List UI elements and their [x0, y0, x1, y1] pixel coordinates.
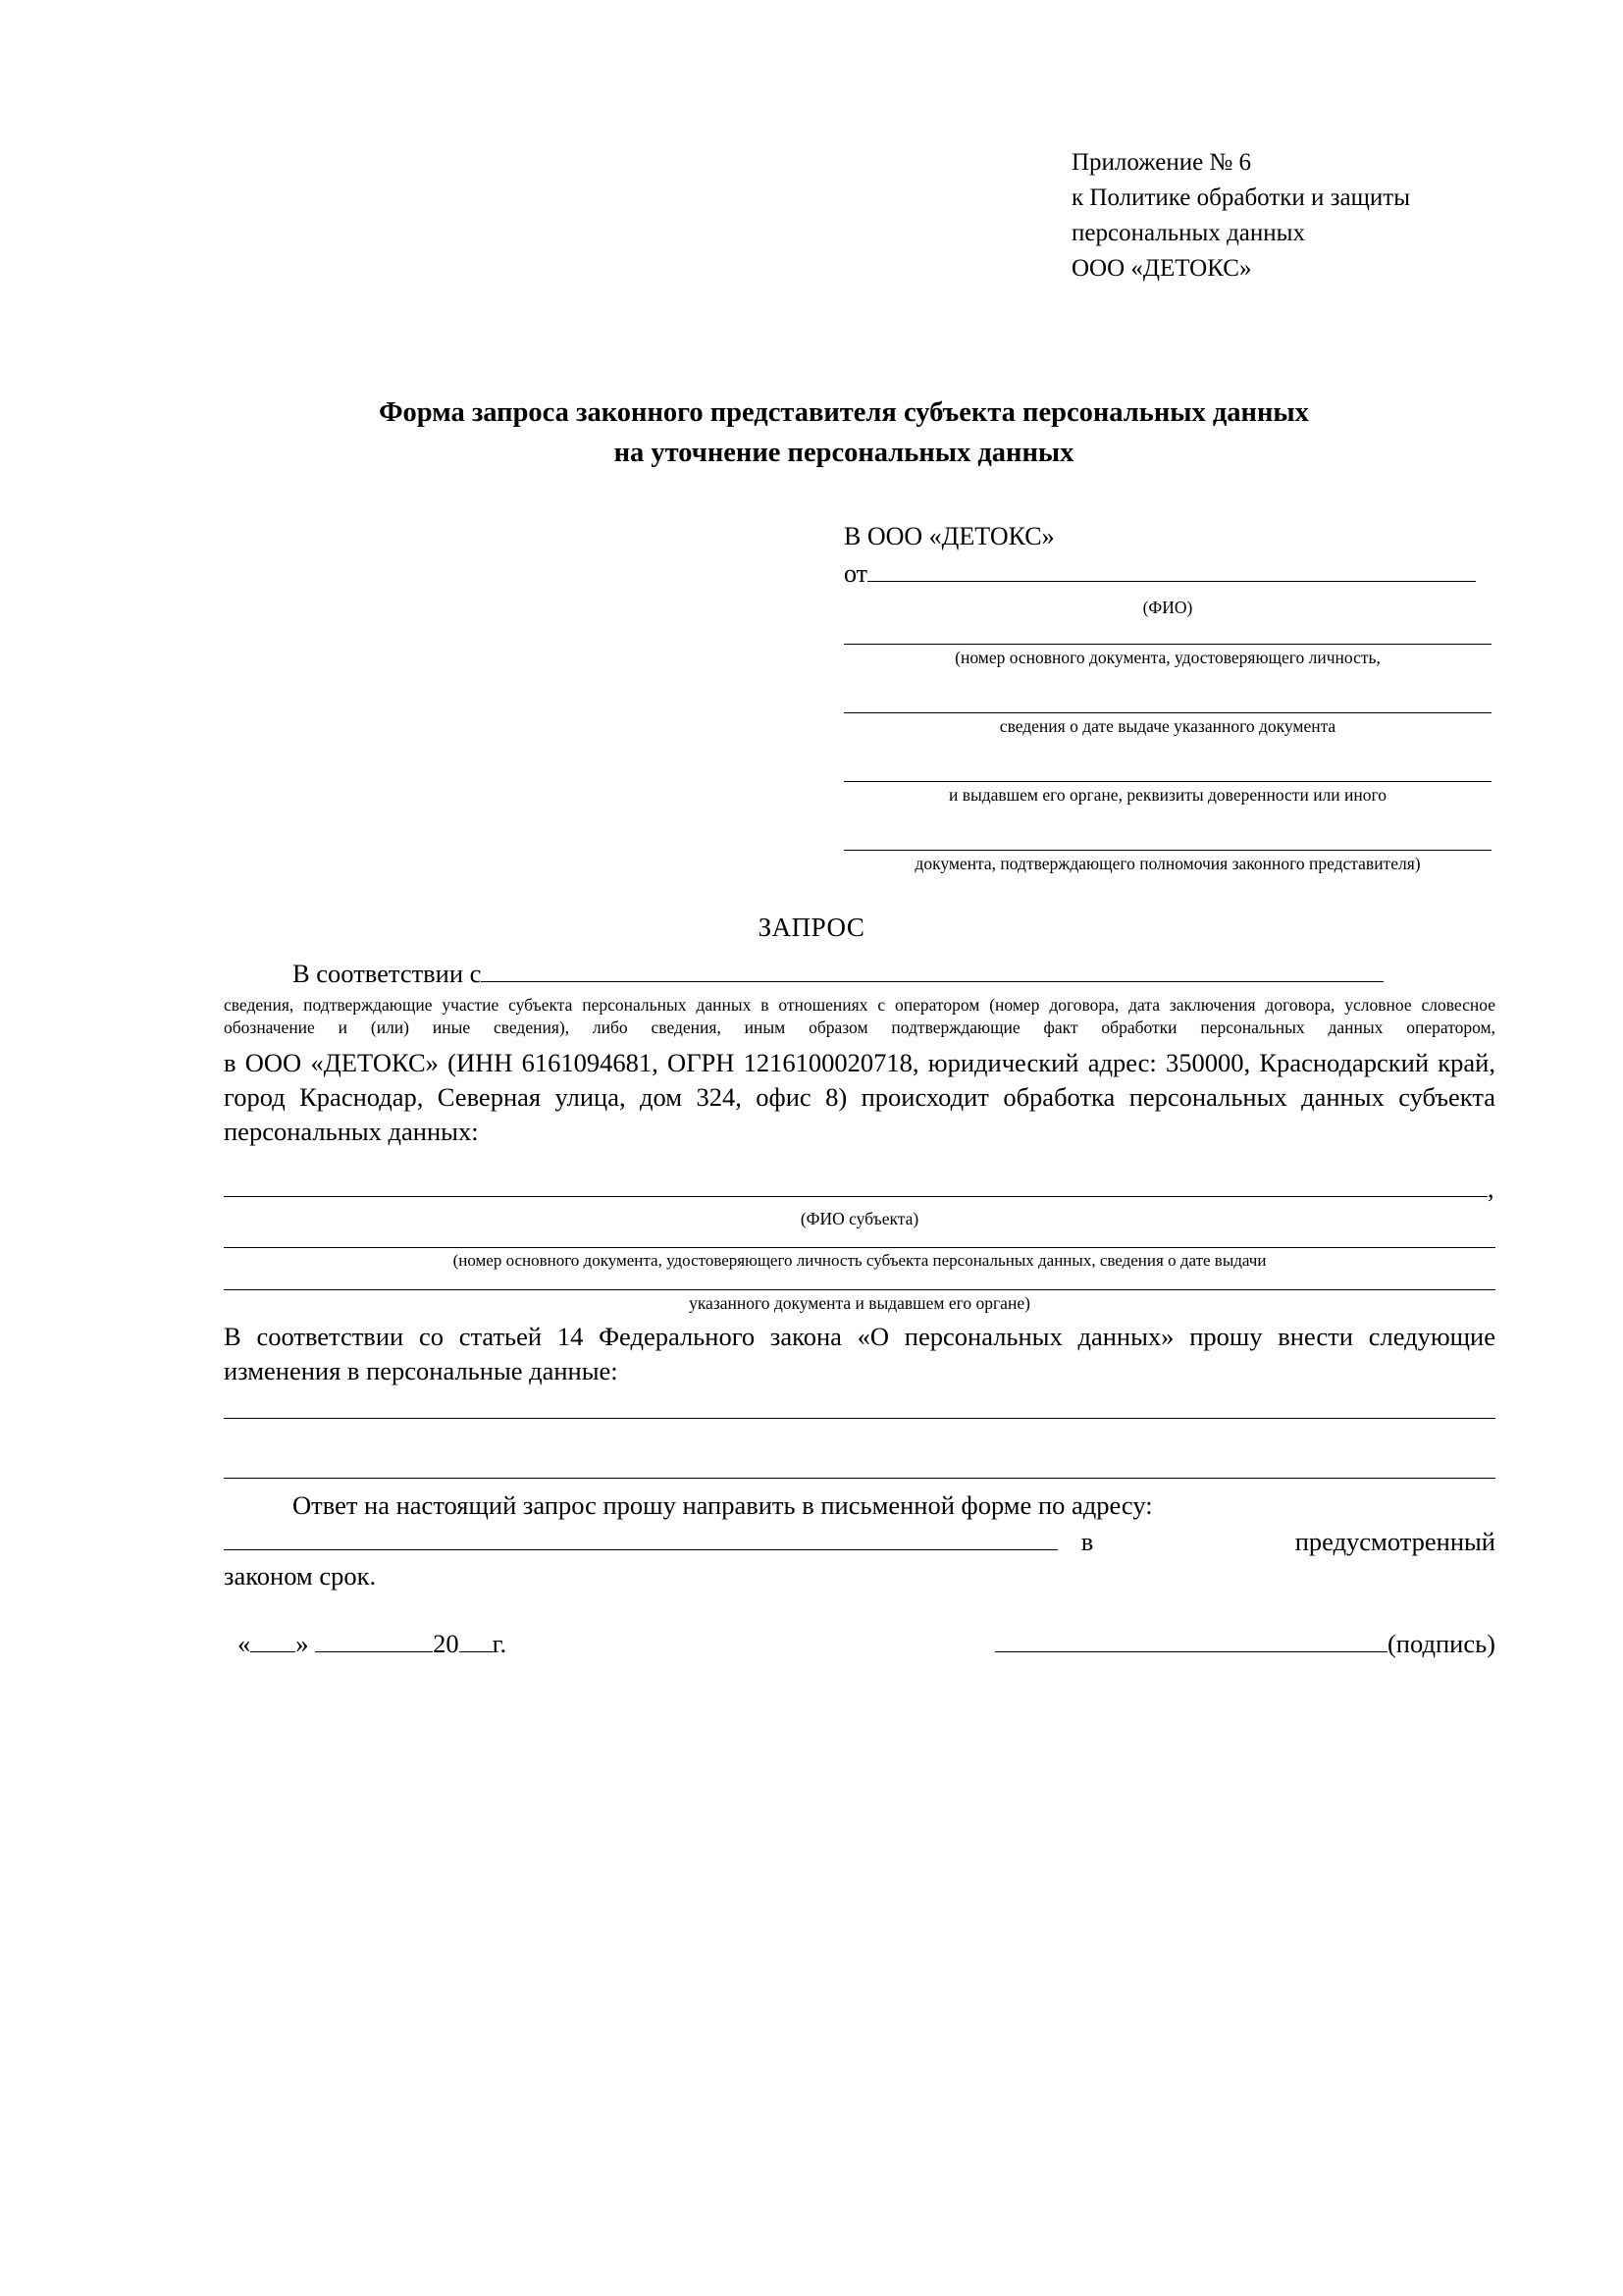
addressee-from-label: от	[844, 559, 868, 588]
subject-fio-field[interactable]	[224, 1196, 1488, 1197]
date-quote-close: »	[295, 1629, 309, 1658]
addressee-doc-authority-group	[844, 850, 1492, 874]
request-intro-label: В соответствии с	[292, 959, 482, 988]
appendix-header-line-4: ООО «ДЕТОКС»	[1072, 255, 1252, 282]
addressee-from-row	[844, 559, 1492, 589]
request-intro-row	[224, 957, 1495, 990]
law-paragraph: В соответствии со статьей 14 Федерального закона «О персональных данных» прошу внести следующие изменения в персональные данные:	[224, 1322, 1495, 1385]
answer-paragraph-1: Ответ на настоящий запрос прошу направить в письменной форме по адресу:	[292, 1490, 1153, 1520]
addressee-fio-caption-group	[844, 595, 1492, 618]
request-intro-field[interactable]	[481, 962, 1384, 982]
answer-paragraph-3: законом срок.	[224, 1561, 377, 1591]
addressee-doc-number-field[interactable]	[844, 644, 1492, 645]
appendix-header-line-2: к Политике обработки и защиты	[1072, 184, 1411, 211]
request-note-block: сведения, подтверждающие участие субъекта персональных данных в отношениях с оператором (номер договора, дата заключения договора, условное словесное обозначение и (или) иные сведения), либо сведения, иным образом подтверждающие факт обработки персональных данных оператором,	[224, 995, 1495, 1037]
addressee-doc-number-caption: (номер основного документа, удостоверяющего личность,	[955, 648, 1381, 667]
answer-paragraph-2-b: предусмотренный	[1294, 1527, 1495, 1556]
signature-row	[224, 1627, 1495, 1666]
addressee-from-field[interactable]	[867, 561, 1476, 582]
addressee-doc-authority-field[interactable]	[844, 850, 1492, 851]
request-heading: ЗАПРОС	[758, 913, 865, 942]
subject-doc-group-2	[224, 1289, 1495, 1314]
addressee-doc-authority-caption: документа, подтверждающего полномочия законного представителя)	[915, 854, 1421, 873]
date-year-tail: г.	[492, 1629, 507, 1658]
signature-field-row	[995, 1627, 1495, 1660]
signature-date	[237, 1627, 506, 1660]
signature-caption: (подпись)	[1387, 1629, 1495, 1658]
signature-field[interactable]	[995, 1632, 1387, 1652]
addressee-fio-caption: (ФИО)	[1142, 598, 1193, 617]
changes-field-line-2[interactable]	[224, 1478, 1495, 1479]
addressee-doc-organ-caption: и выдавшем его органе, реквизиты доверенности или иного	[948, 785, 1387, 805]
subject-fio-group: , (ФИО субъекта)	[224, 1173, 1495, 1229]
appendix-header	[1072, 145, 1582, 287]
request-body	[224, 957, 1495, 1666]
subject-doc-field-2[interactable]	[224, 1289, 1495, 1290]
addressee-to: В ООО «ДЕТОКС»	[844, 522, 1055, 550]
date-year-field[interactable]	[459, 1632, 493, 1652]
page-title	[206, 392, 1482, 473]
answer-address-field[interactable]	[224, 1530, 1058, 1550]
subject-doc-caption-2: указанного документа и выдавшем его органе)	[689, 1293, 1030, 1313]
page-title-line-2: на уточнение персональных данных	[613, 438, 1074, 468]
subject-doc-group	[224, 1247, 1495, 1272]
addressee-doc-organ-group	[844, 781, 1492, 806]
date-month-field[interactable]	[315, 1632, 433, 1652]
date-quote-open: «	[237, 1629, 251, 1658]
appendix-header-line-3: персональных данных	[1072, 220, 1305, 246]
answer-address-row	[224, 1525, 1495, 1559]
addressee-doc-organ-field[interactable]	[844, 781, 1492, 782]
subject-doc-field[interactable]	[224, 1247, 1495, 1248]
page-title-line-1: Форма запроса законного представителя субъекта персональных данных	[379, 397, 1309, 428]
answer-paragraph-2-a: в	[1080, 1527, 1094, 1556]
subject-fio-caption: (ФИО субъекта)	[800, 1209, 919, 1228]
addressee-doc-date-caption: сведения о дате выдаче указанного документа	[999, 716, 1336, 736]
addressee-doc-number-group	[844, 644, 1492, 668]
date-year-prefix: 20	[433, 1629, 459, 1658]
addressee-doc-date-group	[844, 712, 1492, 737]
date-day-field[interactable]	[250, 1632, 295, 1652]
appendix-header-line-1: Приложение № 6	[1072, 149, 1252, 176]
addressee-doc-date-field[interactable]	[844, 712, 1492, 713]
subject-doc-caption: (номер основного документа, удостоверяющего личность субъекта персональных данных, сведения о дате выдачи	[452, 1251, 1267, 1270]
request-operator-paragraph: в ООО «ДЕТОКС» (ИНН 6161094681, ОГРН 1216100020718, юридический адрес: 350000, Краснодарский край, город Краснодар, Северная улица, дом 324, офис 8) происходит обработка персональных данных субъекта персональных данных:	[224, 1048, 1495, 1146]
